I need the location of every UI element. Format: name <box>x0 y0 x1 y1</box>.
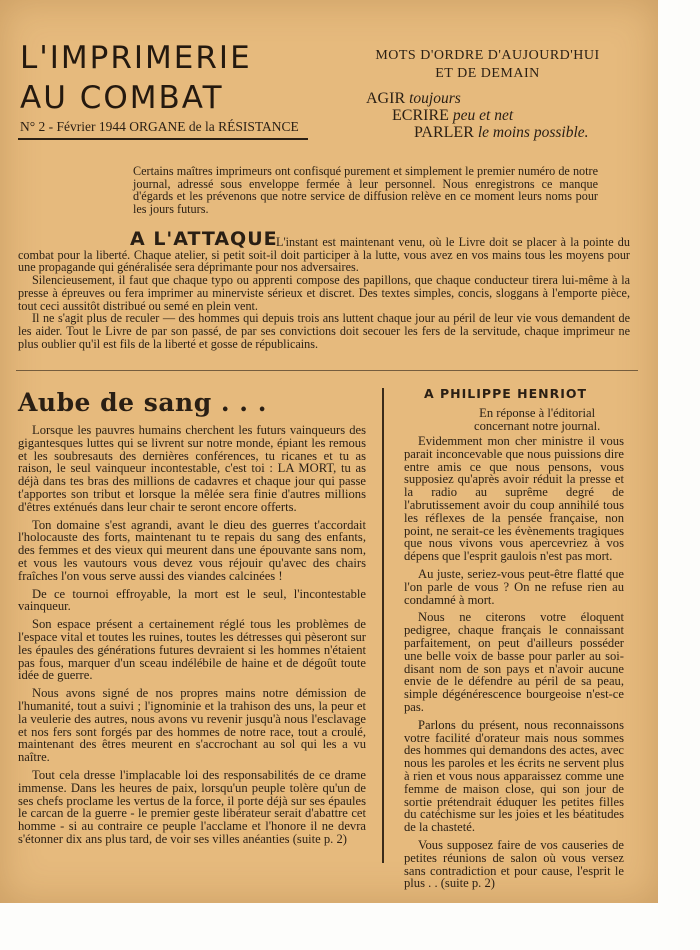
henriot-paragraph-1: Evidemment mon cher ministre il vous parait inconcevable que nous puissions dire entre amis ce que nous pensons, vous supposiez qu'après avoir réduit la presse et la radio au suprême degré de l'abrutissement avoir du coup annihilé tous les réflexes de la pensée française, non point, ne serait-ce les évènements tragiques que nous vivons vous apercevriez à vos dépens que l'esprit gaulois n'est pas mort. <box>404 434 624 564</box>
henriot-paragraph-5: Vous supposez faire de vos causeries de petites réunions de salon où vous versez sans contradiction et pour cause, l'esprit le plus . . (suite p. 2) <box>404 837 624 891</box>
section-divider <box>16 370 638 371</box>
aube-paragraph-5: Nous avons signé de nos propres mains notre démission de l'humanité, tout a suivi ; l'ignominie et la trahison des uns, la peur et la veulerie des autres, nous avons vu revenir jusqu'à nous l'esclavage et nos fers sont forgés par des hommes de notre race, tout a croulé, maintenant des êtres meurent en s'accrochant au sol qui les a vu naître. <box>18 686 366 765</box>
aube-paragraph-3: De ce tournoi effroyable, la mort est le seul, l'incontestable vainqueur. <box>18 586 366 614</box>
attaque-paragraph-2: Silencieusement, il faut que chaque typo ou apprenti compose des papillons, que chaque conducteur tirera lui-même à la presse à épreuves ou fera imprimer au minerviste sérieux et discret. Des textes simples, concis, sloggans à l'emporte pièce, tout ceci aussitôt distribué ou semé en plein vent. <box>18 273 630 313</box>
motto-agir <box>366 90 461 107</box>
motto-parler <box>414 124 589 141</box>
motto-agir-word: AGIR <box>366 90 406 107</box>
aube-paragraph-2: Ton domaine s'est agrandi, avant le dieu des guerres t'accordait l'holocauste des forts, maintenant tu te repais du sang des enfants, des femmes et des vieux qui meurent dans une épouvante sans nom, et vous les vautours vous devez vous réjouir qu'avec des chairs fraîches l'on vous serve aussi des viandes calcinées ! <box>18 517 366 583</box>
motto-parler-word: PARLER <box>414 124 474 141</box>
henriot-subtitle <box>474 407 600 433</box>
motto-parler-rest: le moins possible. <box>477 124 589 141</box>
issue-info: N° 2 - Février 1944 ORGANE de la RÉSISTANCE <box>20 119 299 134</box>
attaque-paragraph-1: L'instant est maintenant venu, où le Livre doit se placer à la pointe du combat pour la liberté. Chaque atelier, si petit soit-il doit participer à la lutte, vous avez en vos mains tous les moyens pour une propagande qui généralisée sera déprimante pour nos adversaires. <box>18 235 630 275</box>
aube-body <box>18 424 366 851</box>
motto-ecrire <box>392 107 513 124</box>
motto-ecrire-rest: peu et net <box>452 107 514 124</box>
henriot-subtitle-line1: En réponse à l'éditorial <box>479 406 596 420</box>
aube-heading: Aube de sang . . . <box>18 388 267 417</box>
attaque-heading: A L'ATTAQUE <box>130 228 278 250</box>
henriot-paragraph-4: Parlons du présent, nous reconnaissons votre facilité d'orateur mais nous sommes des hommes qui demandons des actes, avec nous les paroles et les écrits ne servent plus à rien et vous nous apparaissez comme une femme de maison close, qui son jour de sortie prétendrait éduquer les petites filles du catéchisme sur les joies et les béatitudes de la chasteté. <box>404 717 624 835</box>
henriot-heading: A PHILIPPE HENRIOT <box>424 386 588 401</box>
column-divider <box>382 388 384 863</box>
henriot-paragraph-3: Nous ne citerons votre éloquent pedigree, chaque français le connaissant parfaitement, on peut d'ailleurs posséder une belle voix de basse pour parler au soi-disant nom de son pays et n'avoir aucune envie de le défendre au péril de sa peau, simple dégénérescence bourgeoise n'est-ce pas. <box>404 610 624 714</box>
attaque-paragraph-3: Il ne s'agit plus de reculer — des hommes qui depuis trois ans luttent chaque jour au péril de leur vie vous demandent de les aider. Tout le Livre de par son passé, de par ses convictions doit secouer les fers de la servitude, chaque imprimeur ne plus oublier qu'il est fils de la liberté et gosse de républicains. <box>18 311 630 351</box>
henriot-body <box>404 435 624 895</box>
henriot-paragraph-2: Au juste, seriez-vous peut-être flatté que l'on parle de vous ? On ne refuse rien au condamné à mort. <box>404 566 624 607</box>
mots-ordre-line2: ET DE DEMAIN <box>435 66 540 81</box>
henriot-subtitle-line2: concernant notre journal. <box>474 419 601 433</box>
attaque-body <box>18 236 630 350</box>
intro-notice: Certains maîtres imprimeurs ont confisqué purement et simplement le premier numéro de notre journal, adressé sous enveloppe fermée à leur personnel. Nous enregistrons ce manque d'égards et les prévenons que notre service de diffusion relève en ce moment leurs noms pour les jours futurs. <box>133 164 598 216</box>
motto-ecrire-word: ECRIRE <box>392 107 449 124</box>
masthead-title-line2: AU COMBAT <box>20 80 224 116</box>
aube-paragraph-1: Lorsque les pauvres humains cherchent les futurs vainqueurs des gigantesques luttes qui se livrent sur notre monde, épiant les remous et les soubresauts des dernières conférences, tu ricanes et tu as raison, le seul vainqueur incontestable, c'est toi : LA MORT, tu as déjà dans tes bras des millions de cadavres et chaque jour qui passe t'apportes son tribut et lorsque la mêlée sera finie d'autres millions d'êtres exténués dans leur chair te seront encore offerts. <box>18 423 366 514</box>
aube-paragraph-6: Tout cela dresse l'implacable loi des responsabilités de ce drame immense. Dans les heures de paix, lorsqu'un peuple tolère qu'un de ses chefs proclame les vertus de la force, il porte déjà sur ses épaules le carcan de la guerre - le premier geste libérateur serait d'abattre cet homme - si au contraire ce peuple l'acclame et l'honore il ne devra s'étonner dix ans plus tard, de voir ses villes anéanties (suite p. 2) <box>18 767 366 846</box>
mots-ordre-line1: MOTS D'ORDRE D'AUJOURD'HUI <box>375 48 600 63</box>
mots-ordre-heading <box>360 47 615 83</box>
aube-paragraph-4: Son espace présent a certainement réglé tous les problèmes de l'espace vital et toutes les ruines, toutes les détresses qui pèseront sur les épaules des générations futures devraient si les hommes n'étaient pas fous, marquer d'un sceau indélébile de haine et de dégoût toute idée de guerre. <box>18 617 366 683</box>
masthead-underline <box>18 138 308 140</box>
motto-agir-rest: toujours <box>409 90 461 107</box>
masthead-title-line1: L'IMPRIMERIE <box>20 40 252 76</box>
